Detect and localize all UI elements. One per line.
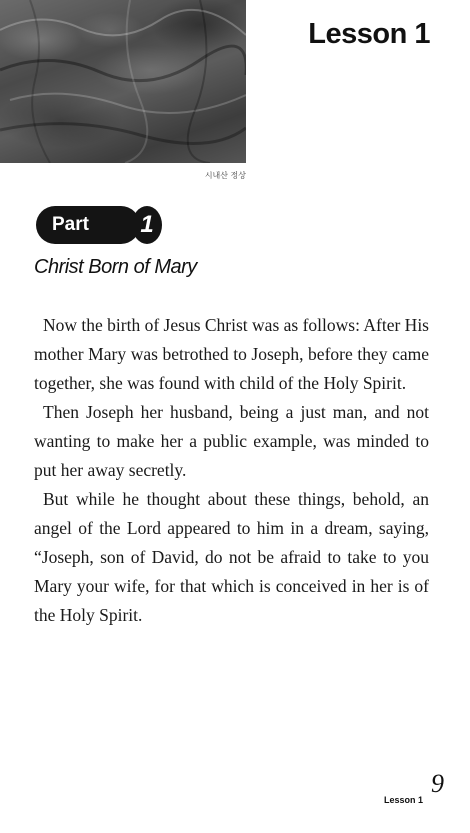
paragraph: Then Joseph her husband, being a just man, and not wanting to make her a public example, was minded to put her away secretly. (34, 402, 429, 480)
photo-caption: 시내산 정상 (204, 171, 246, 180)
part-label: Part (36, 206, 140, 244)
mountain-photo (0, 0, 246, 163)
page-number: 9 (431, 769, 444, 798)
rock-texture (0, 0, 246, 163)
part-number: 1 (132, 206, 162, 244)
lesson-title: Lesson 1 (308, 18, 430, 50)
part-badge (36, 206, 162, 244)
scripture-text (34, 311, 429, 630)
paragraph: But while he thought about these things, behold, an angel of the Lord appeared to him in a dream, saying, “Joseph, son of David, do not be afraid to take to you Mary your wife, for that which is conceived in her is of the Holy Spirit. (34, 489, 429, 625)
footer-lesson-label: Lesson 1 (384, 795, 424, 805)
paragraph: Now the birth of Jesus Christ was as follows: After His mother Mary was betrothed to Joseph, before they came together, she was found with child of the Holy Spirit. (34, 315, 429, 393)
section-title: Christ Born of Mary (34, 256, 197, 278)
